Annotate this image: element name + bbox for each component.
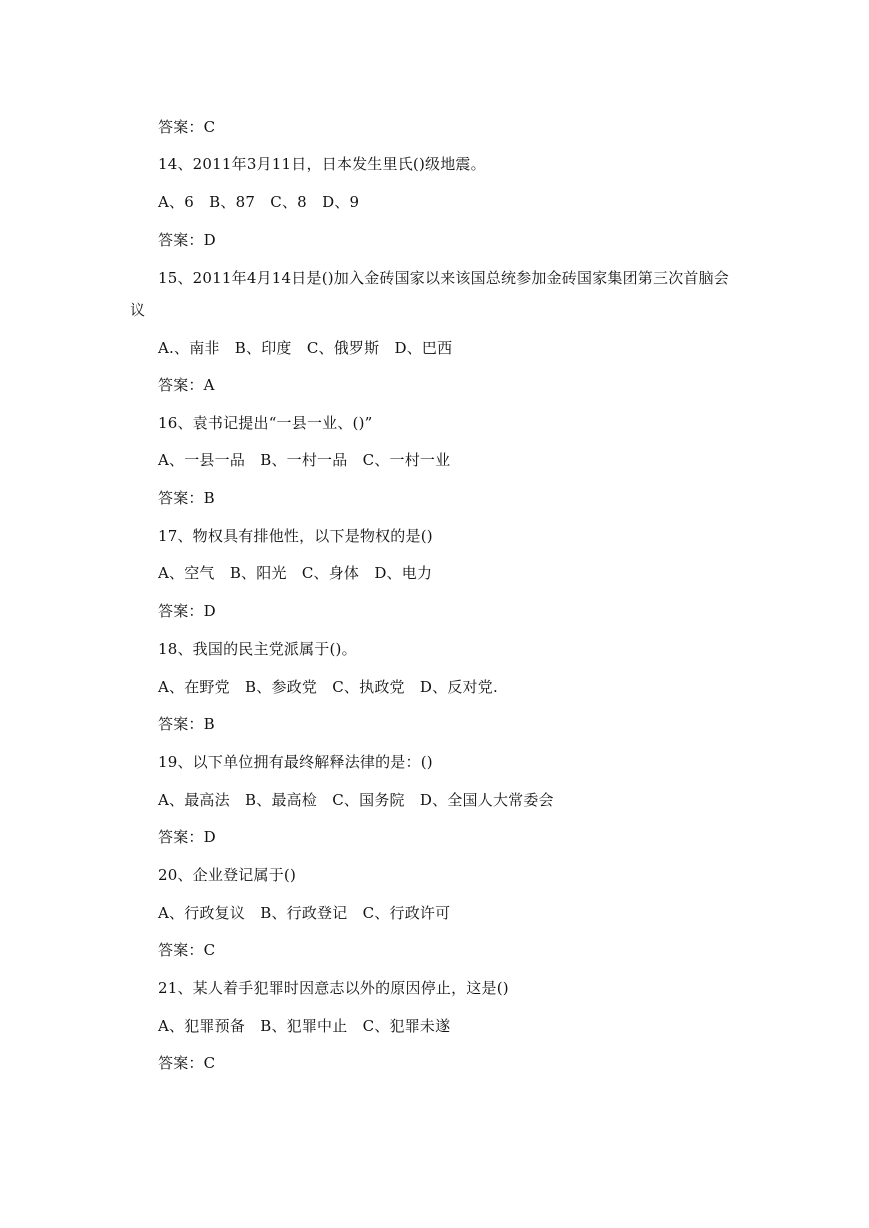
answer-14: 答案：D [158,231,216,249]
options-20: A、行政复议 B、行政登记 C、行政许可 [158,904,451,922]
question-20: 20、企业登记属于() [158,866,296,884]
answer-16: 答案：B [158,489,215,507]
options-19: A、最高法 B、最高检 C、国务院 D、全国人大常委会 [158,791,554,809]
answer-20: 答案：C [158,941,216,959]
options-17: A、空气 B、阳光 C、身体 D、电力 [158,564,433,582]
answer-18: 答案：B [158,715,215,733]
question-19: 19、以下单位拥有最终解释法律的是：() [158,753,433,771]
question-15: 15、2011年4月14日是()加入金砖国家以来该国总统参加金砖国家集团第三次首脑会 [158,269,729,287]
options-18: A、在野党 B、参政党 C、执政党 D、反对党. [158,678,498,696]
answer-19: 答案：D [158,828,216,846]
question-21: 21、某人着手犯罪时因意志以外的原因停止，这是() [158,979,509,997]
options-16: A、一县一品 B、一村一品 C、一村一业 [158,451,451,469]
options-21: A、犯罪预备 B、犯罪中止 C、犯罪未遂 [158,1017,451,1035]
answer-13: 答案：C [158,118,216,136]
question-18: 18、我国的民主党派属于()。 [158,640,357,658]
answer-15: 答案：A [158,376,215,394]
answer-17: 答案：D [158,602,216,620]
options-15: A.、南非 B、印度 C、俄罗斯 D、巴西 [158,339,453,357]
question-16: 16、袁书记提出“一县一业、()” [158,414,373,432]
question-14: 14、2011年3月11日，日本发生里氏()级地震。 [158,155,486,173]
question-15-continuation: 议 [130,301,146,319]
options-14: A、6 B、87 C、8 D、9 [158,193,360,211]
answer-21: 答案：C [158,1054,216,1072]
question-17: 17、物权具有排他性，以下是物权的是() [158,527,433,545]
